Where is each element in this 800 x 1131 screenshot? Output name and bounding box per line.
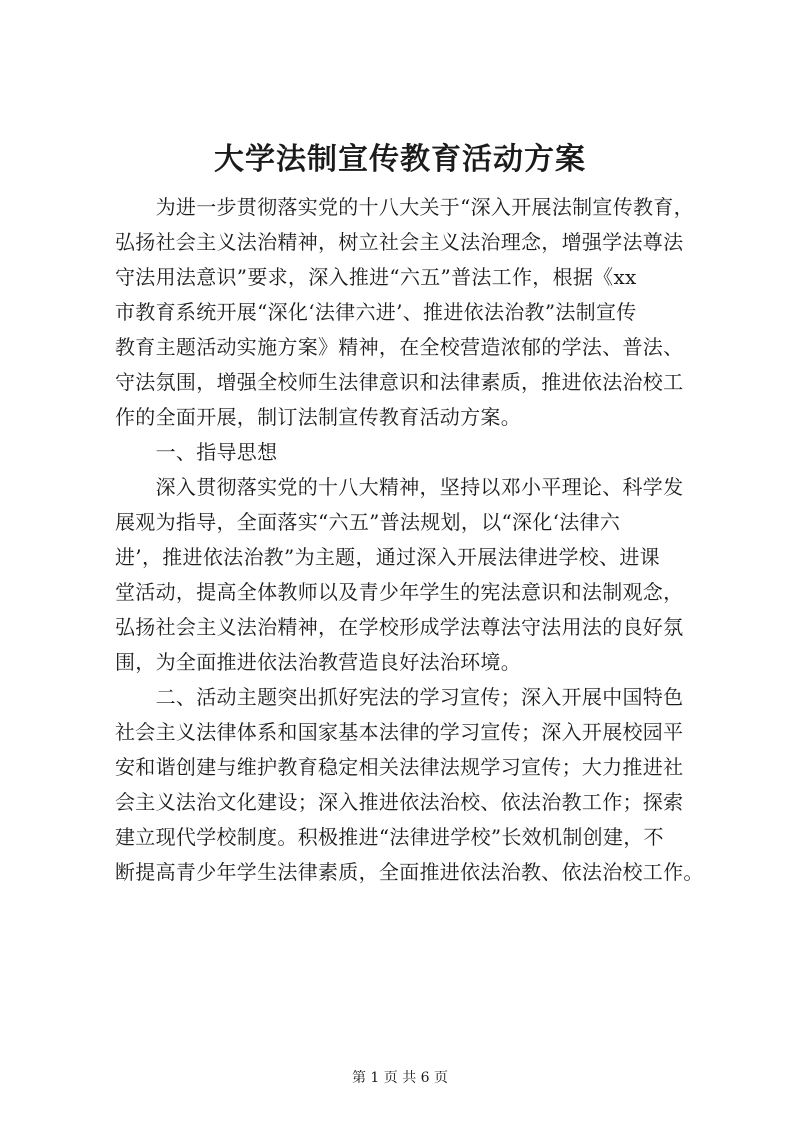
body-line: 断提高青少年学生法律素质，全面推进依法治教、依法治校工作。 [115, 860, 704, 884]
body-line: 弘扬社会主义法治精神，在学校形成学法尊法守法用法的良好氛 [115, 615, 684, 639]
page-footer: 第 1 页 共 6 页 [351, 1070, 449, 1086]
section-heading: 二、活动主题突出抓好宪法的学习宣传；深入开展中国特色 [115, 685, 684, 709]
body-line: 进’，推进依法治教”为主题，通过深入开展法律进学校、进课 [115, 545, 660, 569]
body-line: 教育主题活动实施方案》精神，在全校营造浓郁的学法、普法、 [115, 335, 684, 359]
body-line: 会主义法治文化建设；深入推进依法治校、依法治教工作；探索 [115, 790, 684, 814]
body-line: 堂活动，提高全体教师以及青少年学生的宪法意识和法制观念， [115, 580, 684, 604]
body-line: 安和谐创建与维护教育稳定相关法律法规学习宣传；大力推进社 [115, 755, 684, 779]
body-line: 为进一步贯彻落实党的十八大关于“深入开展法制宣传教育， [115, 195, 694, 219]
body-line: 市教育系统开展“深化‘法律六进’、推进依法治教”法制宣传 [115, 300, 637, 324]
body-line: 弘扬社会主义法治精神，树立社会主义法治理念，增强学法尊法 [115, 230, 684, 254]
body-line: 围，为全面推进依法治教营造良好法治环境。 [115, 650, 521, 674]
body-line: 展观为指导，全面落实“六五”普法规划，以“深化‘法律六 [115, 510, 621, 534]
body-line: 作的全面开展，制订法制宣传教育活动方案。 [115, 405, 521, 429]
body-line: 守法用法意识”要求，深入推进“六五”普法工作，根据《xx [115, 265, 637, 289]
body-line: 社会主义法律体系和国家基本法律的学习宣传；深入开展校园平 [115, 720, 684, 744]
body-line: 建立现代学校制度。积极推进“法律进学校”长效机制创建，不 [115, 825, 664, 849]
body-line: 守法氛围，增强全校师生法律意识和法律素质，推进依法治校工 [115, 370, 684, 394]
body-line: 深入贯彻落实党的十八大精神，坚持以邓小平理论、科学发 [115, 475, 684, 499]
document-title: 大学法制宣传教育活动方案 [214, 142, 586, 177]
section-heading: 一、指导思想 [115, 440, 278, 464]
